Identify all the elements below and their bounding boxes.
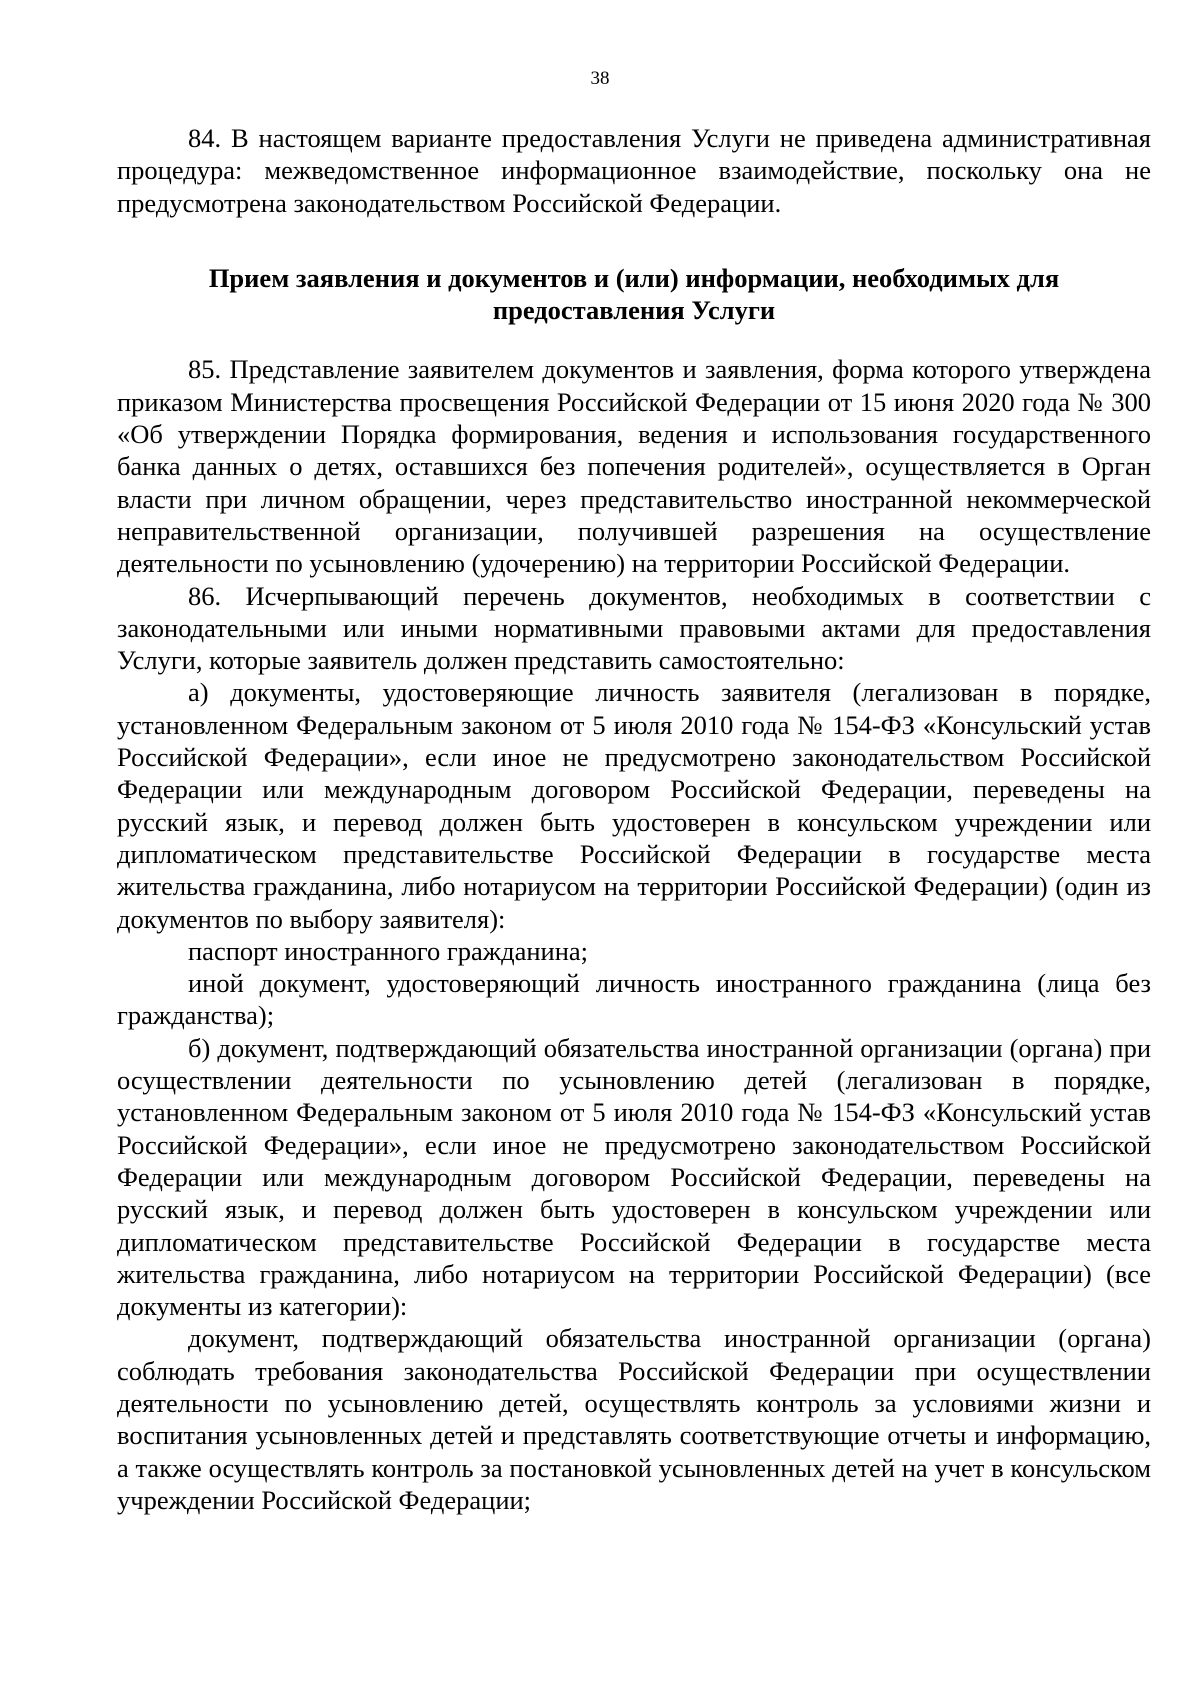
section-heading: Прием заявления и документов и (или) информации, необходимых для предоставления Услуги	[208, 262, 1060, 326]
document-body	[117, 122, 1151, 1516]
paragraph-85: 85. Представление заявителем документов и заявления, форма которого утверждена приказом Министерства просвещения Российской Федерации от 15 июня 2020 года № 300 «Об утверждении Порядка формирования, ведения и использования государственного банка данных о детях, оставшихся без попечения родителей», осуществляется в Орган власти при личном обращении, через представительство иностранной некоммерческой неправительственной организации, получившей разрешения на осуществление деятельности по усыновлению (удочерению) на территории Российской Федерации.	[117, 354, 1151, 579]
paragraph-passport: паспорт иностранного гражданина;	[188, 935, 588, 966]
paragraph-86-a: а) документы, удостоверяющие личность заявителя (легализован в порядке, установленном Федеральным законом от 5 июля 2010 года № 154-ФЗ «Консульский устав Российской Федерации», если иное не предусмотрено законодательством Российской Федерации или международным договором Российской Федерации, переведены на русский язык, и перевод должен быть удостоверен в консульском учреждении или дипломатическом представительстве Российской Федерации в государстве места жительства гражданина, либо нотариусом на территории Российской Федерации) (один из документов по выбору заявителя):	[117, 677, 1151, 934]
paragraph-86: 86. Исчерпывающий перечень документов, необходимых в соответствии с законодательными или иными нормативными правовыми актами для предоставления Услуги, которые заявитель должен представить самостоятельно:	[117, 580, 1151, 676]
page-number: 38	[590, 68, 610, 89]
paragraph-other-id: иной документ, удостоверяющий личность иностранного гражданина (лица без гражданства);	[117, 968, 1151, 1031]
paragraph-86-b: б) документ, подтверждающий обязательства иностранной организации (органа) при осуществлении деятельности по усыновлению детей (легализован в порядке, установленном Федеральным законом от 5 июля 2010 года № 154-ФЗ «Консульский устав Российской Федерации», если иное не предусмотрено законодательством Российской Федерации или международным договором Российской Федерации, переведены на русский язык, и перевод должен быть удостоверен в консульском учреждении или дипломатическом представительстве Российской Федерации в государстве места жительства гражданина, либо нотариусом на территории Российской Федерации) (все документы из категории):	[117, 1032, 1151, 1322]
paragraph-obligations: документ, подтверждающий обязательства иностранной организации (органа) соблюдать требования законодательства Российской Федерации при осуществлении деятельности по усыновлению детей, осуществлять контроль за условиями жизни и воспитания усыновленных детей и представлять соответствующие отчеты и информацию, а также осуществлять контроль за постановкой усыновленных детей на учет в консульском учреждении Российской Федерации;	[117, 1323, 1151, 1515]
paragraph-84: 84. В настоящем варианте предоставления Услуги не приведена административная процедура: межведомственное информационное взаимодействие, поскольку она не предусмотрена законодательством Российской Федерации.	[117, 123, 1151, 218]
